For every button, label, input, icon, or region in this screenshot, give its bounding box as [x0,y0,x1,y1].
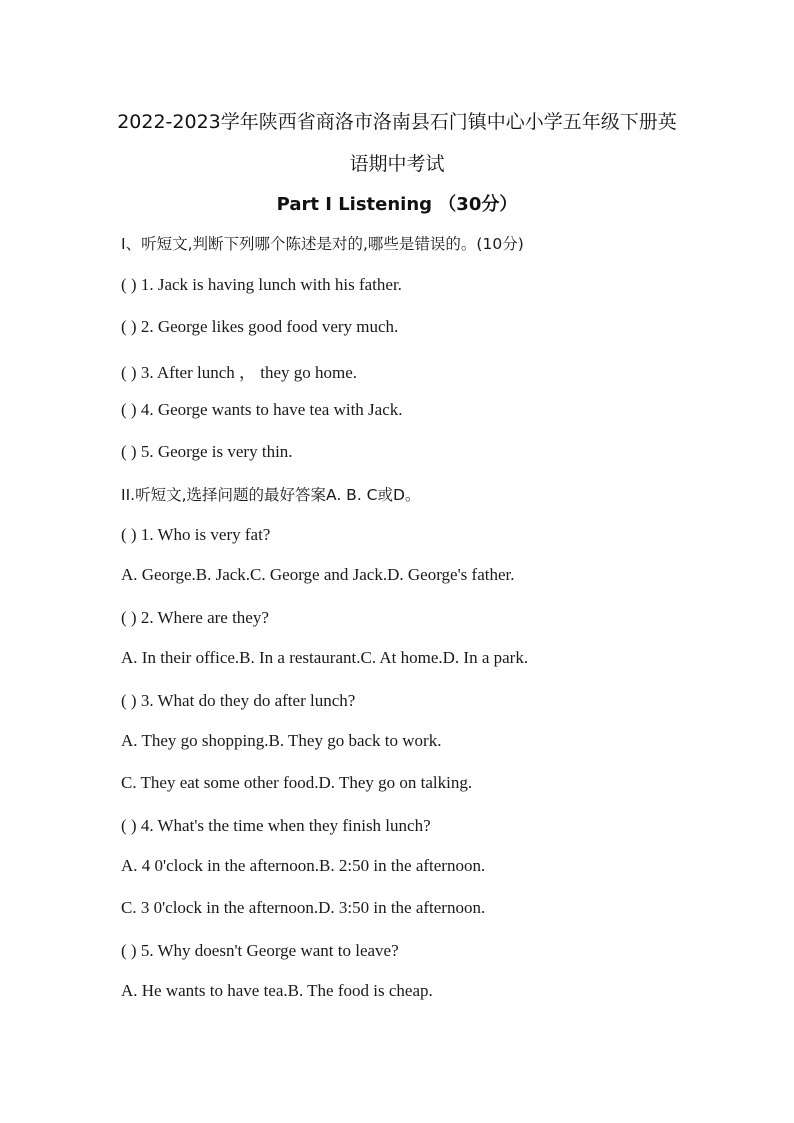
question-3-options-a: A. They go shopping.B. They go back to work. [121,731,442,750]
question-3: ( ) 3. What do they do after lunch? [121,691,356,710]
question-1-options: A. George.B. Jack.C. George and Jack.D. George's father. [121,565,515,584]
part-heading: Part Ⅰ Listening （30分） [276,194,518,215]
question-4-options-b: C. 3 0'clock in the afternoon.D. 3:50 in the afternoon. [121,898,486,917]
question-2: ( ) 2. Where are they? [121,608,269,627]
question-5-options-a: A. He wants to have tea.B. The food is cheap. [121,981,433,1000]
section-1-item-2: ( ) 2. George likes good food very much. [121,317,399,336]
section-1-item-4: ( ) 4. George wants to have tea with Jack. [121,400,403,419]
section-1-item-1: ( ) 1. Jack is having lunch with his father. [121,275,402,294]
question-4-options-a: A. 4 0'clock in the afternoon.B. 2:50 in the afternoon. [121,856,486,875]
section-1-item-5: ( ) 5. George is very thin. [121,442,293,461]
question-4: ( ) 4. What's the time when they finish lunch? [121,816,431,835]
section-2-heading: II.听短文,选择问题的最好答案A. B. C或D。 [121,486,421,504]
question-5: ( ) 5. Why doesn't George want to leave? [121,941,399,960]
section-1-heading: Ⅰ、听短文,判断下列哪个陈述是对的,哪些是错误的。(10分) [121,235,524,253]
exam-title-line-2: 语期中考试 [349,153,445,175]
question-3-options-b: C. They eat some other food.D. They go on talking. [121,773,473,792]
exam-title-line-1: 2022-2023学年陕西省商洛市洛南县石门镇中心小学五年级下册英 [117,111,677,133]
question-1: ( ) 1. Who is very fat? [121,525,271,544]
section-1-item-3: ( ) 3. After lunch ， they go home. [121,363,358,382]
question-2-options: A. In their office.B. In a restaurant.C. At home.D. In a park. [121,648,529,667]
